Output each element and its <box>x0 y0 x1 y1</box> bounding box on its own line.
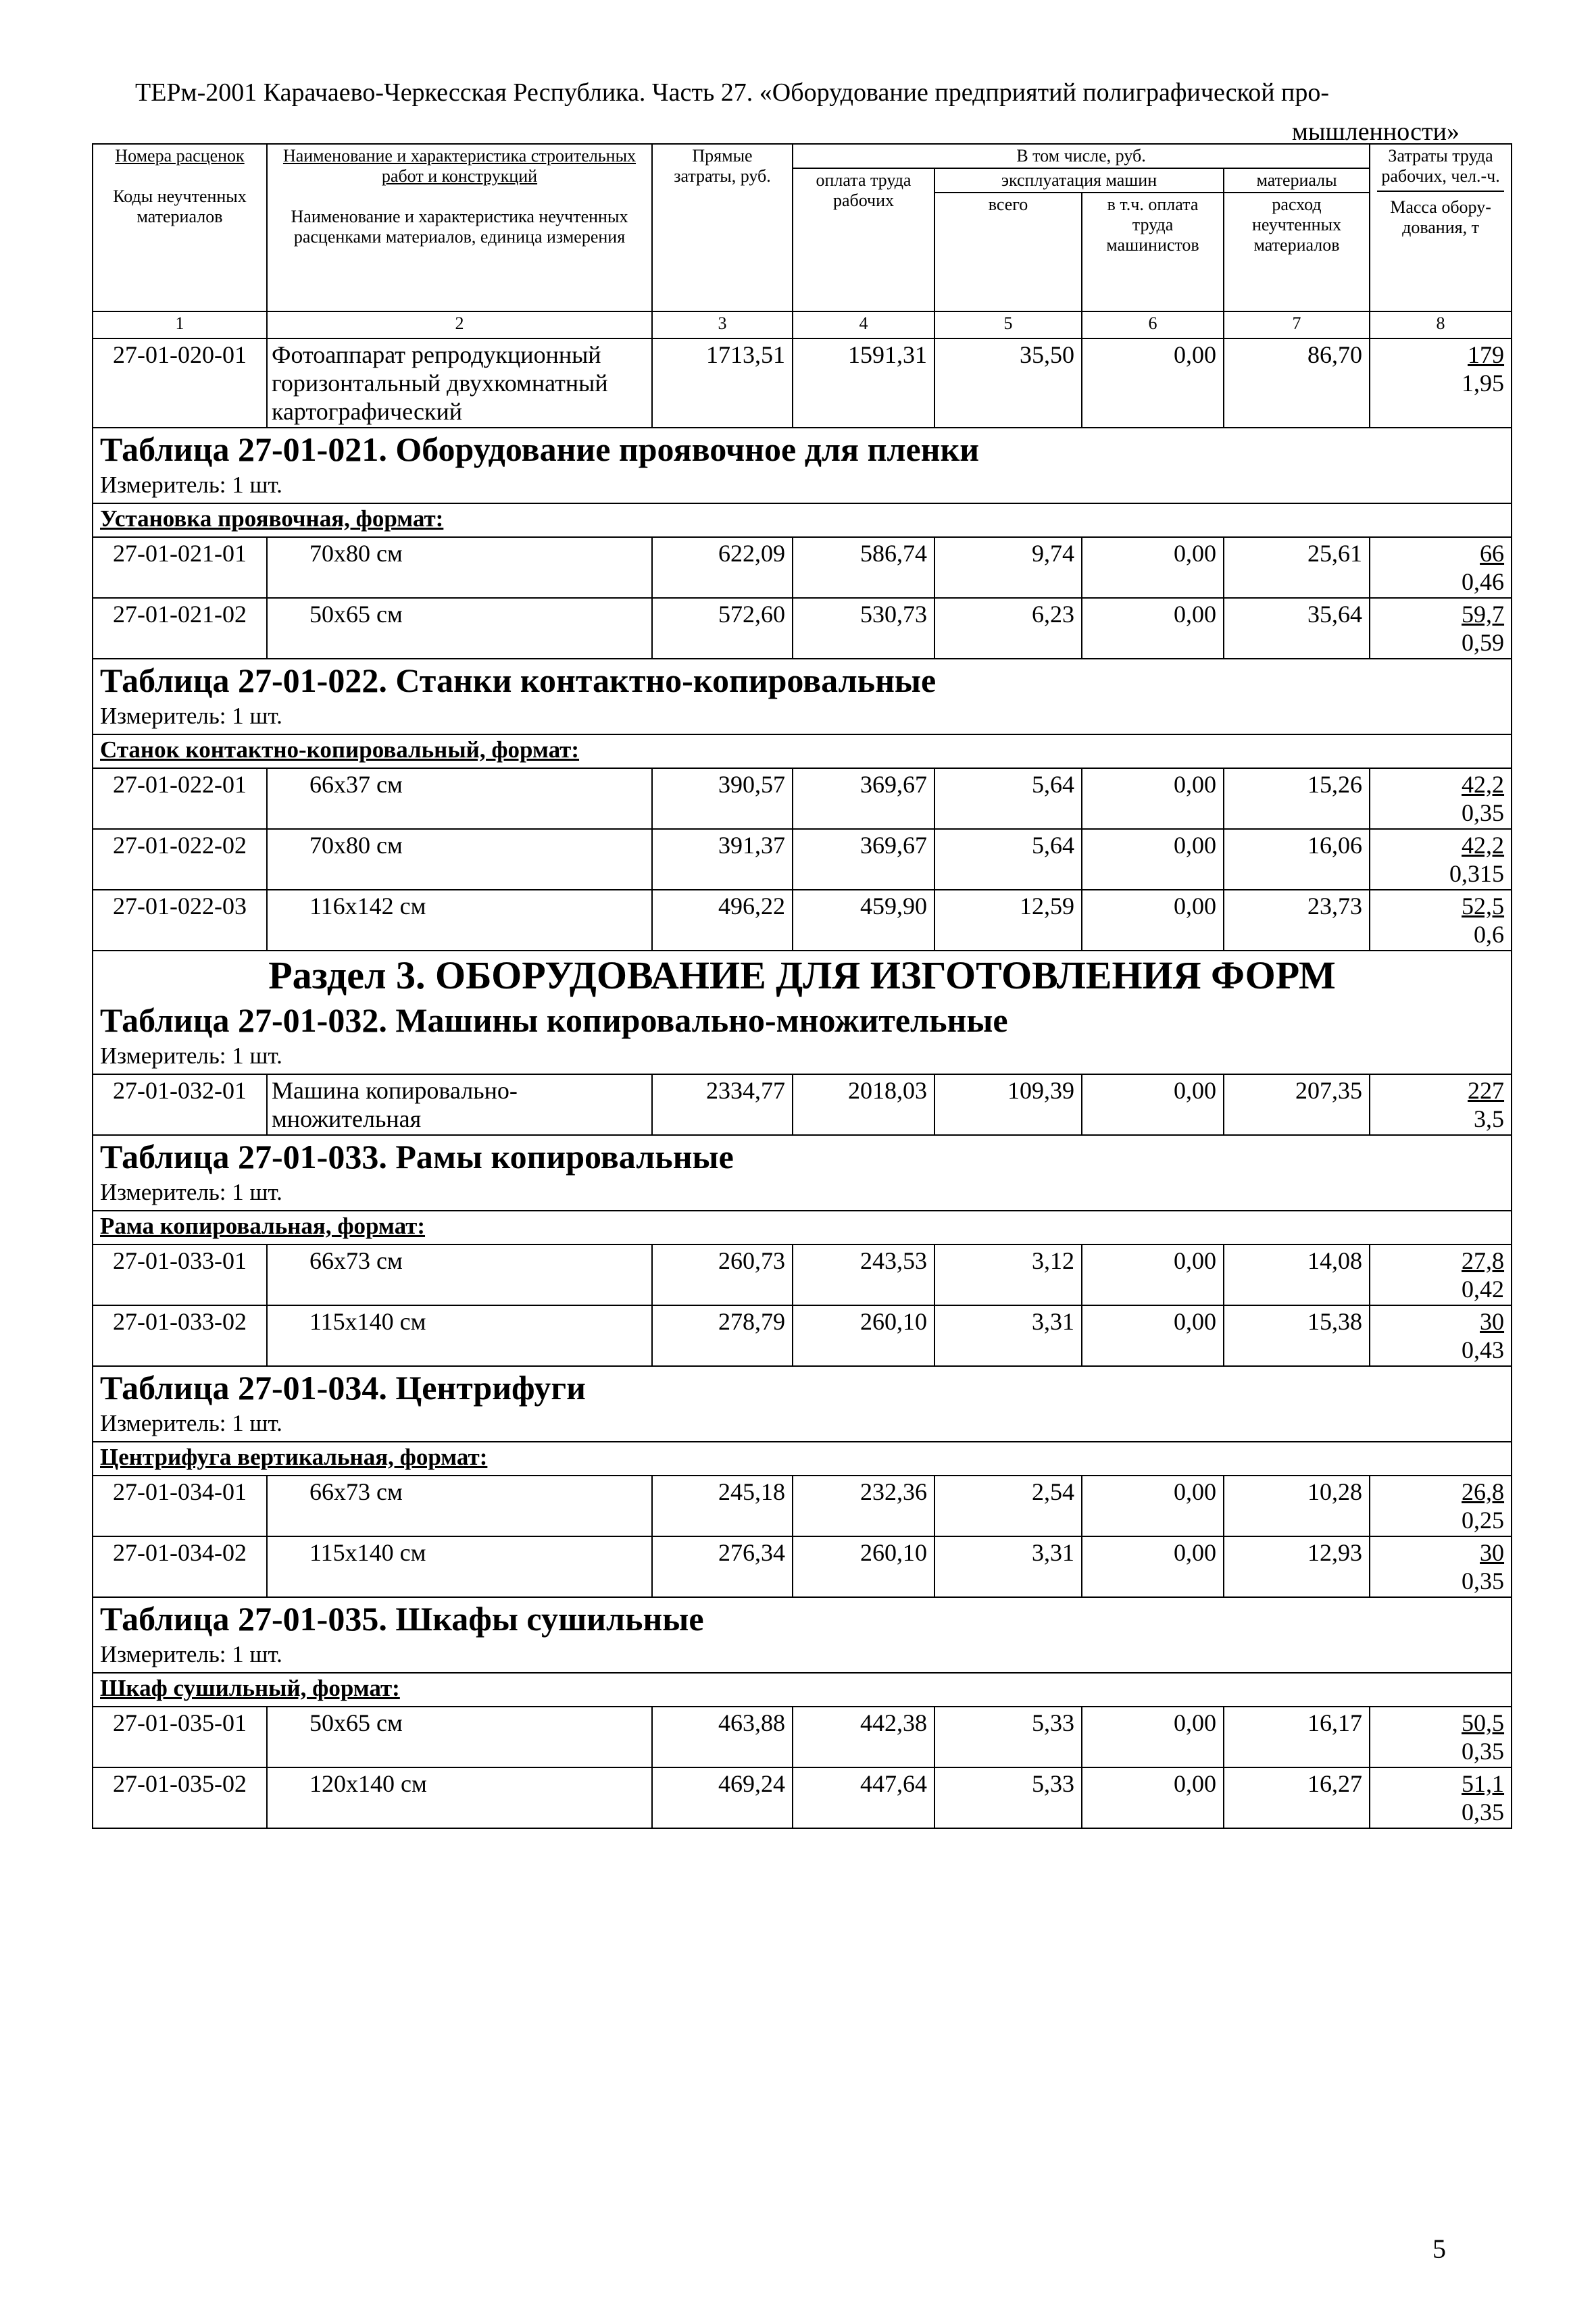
col-name-top: Наименование и характеристика строительных работ и конструкций <box>282 146 637 186</box>
row-machines-cost: 3,31 <box>934 1536 1082 1597</box>
rates-table <box>92 143 1512 1829</box>
row-hours-mass <box>1370 768 1512 829</box>
row-machinists-cost: 0,00 <box>1082 1074 1224 1135</box>
table-title: Таблица 27-01-021. Оборудование проявочное для пленки <box>93 428 1512 470</box>
row-equipment-mass: 0,46 <box>1462 568 1505 595</box>
group-row <box>93 1673 1512 1707</box>
row-code: 27-01-034-02 <box>93 1536 267 1597</box>
row-labor-cost: 260,10 <box>793 1536 934 1597</box>
row-machinists-cost: 0,00 <box>1082 1767 1224 1828</box>
measure-row <box>93 1409 1512 1442</box>
header-row-1 <box>93 144 1512 168</box>
row-labor-hours: 50,5 <box>1462 1709 1505 1736</box>
measure-unit: Измеритель: 1 шт. <box>93 701 1512 734</box>
row-direct-cost: 469,24 <box>652 1767 793 1828</box>
row-labor-cost: 442,38 <box>793 1707 934 1767</box>
column-number: 4 <box>793 311 934 338</box>
row-equipment-mass: 0,315 <box>1449 860 1505 887</box>
row-materials-cost: 12,93 <box>1224 1536 1370 1597</box>
measure-row <box>93 701 1512 734</box>
row-equipment-mass: 0,43 <box>1462 1336 1505 1363</box>
row-code: 27-01-022-03 <box>93 890 267 951</box>
row-materials-cost: 25,61 <box>1224 537 1370 598</box>
row-machinists-cost: 0,00 <box>1082 1707 1224 1767</box>
measure-unit: Измеритель: 1 шт. <box>93 470 1512 503</box>
row-hours-mass <box>1370 1074 1512 1135</box>
table-title-row <box>93 659 1512 701</box>
row-hours-mass <box>1370 537 1512 598</box>
table-row <box>93 1767 1512 1828</box>
row-labor-cost: 232,36 <box>793 1476 934 1536</box>
running-header <box>135 73 1460 151</box>
row-machinists-cost: 0,00 <box>1082 829 1224 890</box>
row-hours-mass <box>1370 890 1512 951</box>
row-name: Машина копировально-множительная <box>267 1074 652 1135</box>
row-direct-cost: 463,88 <box>652 1707 793 1767</box>
row-equipment-mass: 0,35 <box>1462 1738 1505 1765</box>
row-machines-cost: 3,12 <box>934 1244 1082 1305</box>
row-machines-cost: 5,33 <box>934 1707 1082 1767</box>
row-hours-mass <box>1370 1767 1512 1828</box>
row-name: 120x140 см <box>267 1767 652 1828</box>
row-materials-cost: 14,08 <box>1224 1244 1370 1305</box>
col-codes-bottom: Коды неучтенных материалов <box>113 186 247 226</box>
row-code: 27-01-020-01 <box>93 338 267 428</box>
row-machines-cost: 12,59 <box>934 890 1082 951</box>
row-name: Фотоаппарат репродукционный горизонтальный двухкомнатный картографический <box>267 338 652 428</box>
col-codes-header <box>93 144 267 311</box>
table-title: Таблица 27-01-032. Машины копировально-множительные <box>93 999 1512 1041</box>
measure-unit: Измеритель: 1 шт. <box>93 1041 1512 1074</box>
row-hours-mass <box>1370 1305 1512 1366</box>
row-machinists-cost: 0,00 <box>1082 1476 1224 1536</box>
header-line-1: ТЕРм-2001 Карачаево-Черкесская Республика. Часть 27. «Оборудование предприятий полиграфической про- <box>135 78 1330 107</box>
col-name-bottom: Наименование и характеристика неучтенных расценками материалов, единица измерения <box>291 207 628 247</box>
row-machines-cost: 5,33 <box>934 1767 1082 1828</box>
measure-unit: Измеритель: 1 шт. <box>93 1178 1512 1211</box>
group-title <box>93 734 1512 768</box>
row-labor-hours: 179 <box>1468 341 1505 368</box>
group-title-text: Установка проявочная, формат: <box>100 505 444 532</box>
row-direct-cost: 276,34 <box>652 1536 793 1597</box>
row-labor-cost: 369,67 <box>793 829 934 890</box>
row-name: 66x73 см <box>267 1476 652 1536</box>
row-code: 27-01-032-01 <box>93 1074 267 1135</box>
row-code: 27-01-033-01 <box>93 1244 267 1305</box>
row-labor-cost: 530,73 <box>793 598 934 659</box>
table-title-row <box>93 999 1512 1041</box>
row-equipment-mass: 1,95 <box>1462 370 1505 397</box>
table-row <box>93 338 1512 428</box>
row-name: 50x65 см <box>267 598 652 659</box>
row-materials-cost: 15,38 <box>1224 1305 1370 1366</box>
row-equipment-mass: 0,35 <box>1462 1799 1505 1826</box>
col-hours-header <box>1370 144 1512 311</box>
row-machinists-cost: 0,00 <box>1082 1244 1224 1305</box>
row-labor-hours: 42,2 <box>1462 771 1505 798</box>
table-row <box>93 1476 1512 1536</box>
table-title: Таблица 27-01-035. Шкафы сушильные <box>93 1597 1512 1640</box>
row-labor-cost: 459,90 <box>793 890 934 951</box>
row-hours-mass <box>1370 598 1512 659</box>
measure-row <box>93 470 1512 503</box>
col-materials-group: материалы <box>1224 168 1370 193</box>
table-row <box>93 1244 1512 1305</box>
row-hours-mass <box>1370 338 1512 428</box>
column-number: 6 <box>1082 311 1224 338</box>
measure-row <box>93 1178 1512 1211</box>
group-row <box>93 734 1512 768</box>
page-number: 5 <box>1432 2234 1446 2264</box>
row-machines-cost: 109,39 <box>934 1074 1082 1135</box>
group-row <box>93 1211 1512 1244</box>
table-title-row <box>93 1135 1512 1178</box>
measure-unit: Измеритель: 1 шт. <box>93 1409 1512 1442</box>
row-labor-cost: 369,67 <box>793 768 934 829</box>
row-machinists-cost: 0,00 <box>1082 1305 1224 1366</box>
row-code: 27-01-035-01 <box>93 1707 267 1767</box>
rates-table-body <box>93 144 1512 1828</box>
row-code: 27-01-033-02 <box>93 1305 267 1366</box>
col-machinists-header: в т.ч. оплата труда машинистов <box>1082 193 1224 311</box>
row-machines-cost: 5,64 <box>934 768 1082 829</box>
row-name: 66x73 см <box>267 1244 652 1305</box>
col-hours-top: Затраты труда рабочих, чел.-ч. <box>1377 146 1504 192</box>
row-materials-cost: 35,64 <box>1224 598 1370 659</box>
row-equipment-mass: 3,5 <box>1474 1105 1505 1132</box>
row-direct-cost: 2334,77 <box>652 1074 793 1135</box>
row-machines-cost: 3,31 <box>934 1305 1082 1366</box>
measure-unit: Измеритель: 1 шт. <box>93 1640 1512 1673</box>
row-labor-hours: 30 <box>1480 1308 1505 1335</box>
group-title <box>93 1211 1512 1244</box>
row-machines-cost: 6,23 <box>934 598 1082 659</box>
row-labor-hours: 51,1 <box>1462 1770 1505 1797</box>
row-name: 70x80 см <box>267 829 652 890</box>
row-labor-hours: 26,8 <box>1462 1478 1505 1505</box>
row-hours-mass <box>1370 1707 1512 1767</box>
group-title-text: Шкаф сушильный, формат: <box>100 1675 400 1701</box>
row-code: 27-01-034-01 <box>93 1476 267 1536</box>
col-group-header: В том числе, руб. <box>793 144 1370 168</box>
group-title-text: Центрифуга вертикальная, формат: <box>100 1444 488 1470</box>
column-number: 3 <box>652 311 793 338</box>
row-name: 116x142 см <box>267 890 652 951</box>
row-machines-cost: 9,74 <box>934 537 1082 598</box>
row-direct-cost: 622,09 <box>652 537 793 598</box>
group-title <box>93 1673 1512 1707</box>
row-machines-cost: 2,54 <box>934 1476 1082 1536</box>
measure-row <box>93 1041 1512 1074</box>
group-title-text: Станок контактно-копировальный, формат: <box>100 736 580 763</box>
table-row <box>93 537 1512 598</box>
row-hours-mass <box>1370 1476 1512 1536</box>
row-materials-cost: 207,35 <box>1224 1074 1370 1135</box>
row-equipment-mass: 0,42 <box>1462 1276 1505 1303</box>
column-number: 1 <box>93 311 267 338</box>
row-direct-cost: 572,60 <box>652 598 793 659</box>
row-materials-cost: 10,28 <box>1224 1476 1370 1536</box>
table-row <box>93 598 1512 659</box>
row-name: 115x140 см <box>267 1536 652 1597</box>
row-labor-cost: 2018,03 <box>793 1074 934 1135</box>
row-direct-cost: 245,18 <box>652 1476 793 1536</box>
row-labor-hours: 52,5 <box>1462 892 1505 920</box>
column-numbers-row <box>93 311 1512 338</box>
row-code: 27-01-035-02 <box>93 1767 267 1828</box>
table-row <box>93 1074 1512 1135</box>
col-codes-top: Номера расценок <box>115 146 245 166</box>
group-title <box>93 1442 1512 1476</box>
row-materials-cost: 86,70 <box>1224 338 1370 428</box>
row-code: 27-01-021-02 <box>93 598 267 659</box>
row-labor-hours: 59,7 <box>1462 601 1505 628</box>
row-equipment-mass: 0,25 <box>1462 1507 1505 1534</box>
row-code: 27-01-021-01 <box>93 537 267 598</box>
col-machines-total-header: всего <box>934 193 1082 311</box>
row-labor-hours: 27,8 <box>1462 1247 1505 1274</box>
section-title-row <box>93 951 1512 999</box>
row-equipment-mass: 0,6 <box>1474 921 1505 948</box>
row-name: 50x65 см <box>267 1707 652 1767</box>
row-name: 66x37 см <box>267 768 652 829</box>
row-machinists-cost: 0,00 <box>1082 598 1224 659</box>
row-machinists-cost: 0,00 <box>1082 890 1224 951</box>
table-row <box>93 768 1512 829</box>
row-machines-cost: 35,50 <box>934 338 1082 428</box>
row-equipment-mass: 0,35 <box>1462 1567 1505 1594</box>
col-labor-header: оплата труда рабочих <box>793 168 934 311</box>
row-labor-hours: 30 <box>1480 1539 1505 1566</box>
row-labor-cost: 586,74 <box>793 537 934 598</box>
row-hours-mass <box>1370 1536 1512 1597</box>
col-direct-header: Прямые затраты, руб. <box>652 144 793 311</box>
row-hours-mass <box>1370 1244 1512 1305</box>
row-labor-hours: 42,2 <box>1462 832 1505 859</box>
row-machinists-cost: 0,00 <box>1082 537 1224 598</box>
row-direct-cost: 1713,51 <box>652 338 793 428</box>
row-materials-cost: 16,27 <box>1224 1767 1370 1828</box>
row-equipment-mass: 0,35 <box>1462 799 1505 826</box>
row-labor-cost: 260,10 <box>793 1305 934 1366</box>
row-materials-cost: 15,26 <box>1224 768 1370 829</box>
group-row <box>93 1442 1512 1476</box>
row-labor-cost: 447,64 <box>793 1767 934 1828</box>
column-number: 8 <box>1370 311 1512 338</box>
group-title <box>93 503 1512 537</box>
row-name: 70x80 см <box>267 537 652 598</box>
row-direct-cost: 391,37 <box>652 829 793 890</box>
table-title: Таблица 27-01-022. Станки контактно-копировальные <box>93 659 1512 701</box>
row-name: 115x140 см <box>267 1305 652 1366</box>
table-row <box>93 1707 1512 1767</box>
row-hours-mass <box>1370 829 1512 890</box>
row-code: 27-01-022-02 <box>93 829 267 890</box>
column-number: 5 <box>934 311 1082 338</box>
table-row <box>93 1305 1512 1366</box>
table-title-row <box>93 428 1512 470</box>
table-title: Таблица 27-01-034. Центрифуги <box>93 1366 1512 1409</box>
group-title-text: Рама копировальная, формат: <box>100 1213 426 1239</box>
table-title-row <box>93 1366 1512 1409</box>
header-line-2: мышленности» <box>1291 118 1460 146</box>
row-code: 27-01-022-01 <box>93 768 267 829</box>
table-row <box>93 1536 1512 1597</box>
group-row <box>93 503 1512 537</box>
column-number: 2 <box>267 311 652 338</box>
col-materials-header: расход неучтенных материалов <box>1224 193 1370 311</box>
row-materials-cost: 16,17 <box>1224 1707 1370 1767</box>
table-title: Таблица 27-01-033. Рамы копировальные <box>93 1135 1512 1178</box>
table-title-row <box>93 1597 1512 1640</box>
row-machinists-cost: 0,00 <box>1082 1536 1224 1597</box>
section-title: Раздел 3. ОБОРУДОВАНИЕ ДЛЯ ИЗГОТОВЛЕНИЯ ФОРМ <box>93 951 1512 999</box>
row-direct-cost: 390,57 <box>652 768 793 829</box>
row-machines-cost: 5,64 <box>934 829 1082 890</box>
row-direct-cost: 496,22 <box>652 890 793 951</box>
row-machinists-cost: 0,00 <box>1082 338 1224 428</box>
column-number: 7 <box>1224 311 1370 338</box>
col-name-header <box>267 144 652 311</box>
row-labor-cost: 1591,31 <box>793 338 934 428</box>
table-row <box>93 890 1512 951</box>
measure-row <box>93 1640 1512 1673</box>
row-labor-hours: 66 <box>1480 540 1505 567</box>
row-labor-cost: 243,53 <box>793 1244 934 1305</box>
row-materials-cost: 16,06 <box>1224 829 1370 890</box>
row-equipment-mass: 0,59 <box>1462 629 1505 656</box>
table-row <box>93 829 1512 890</box>
col-mass-bottom: Масса обору-дования, т <box>1390 197 1491 237</box>
row-direct-cost: 278,79 <box>652 1305 793 1366</box>
row-materials-cost: 23,73 <box>1224 890 1370 951</box>
row-direct-cost: 260,73 <box>652 1244 793 1305</box>
row-labor-hours: 227 <box>1468 1077 1505 1104</box>
row-machinists-cost: 0,00 <box>1082 768 1224 829</box>
col-machines-group: эксплуатация машин <box>934 168 1224 193</box>
